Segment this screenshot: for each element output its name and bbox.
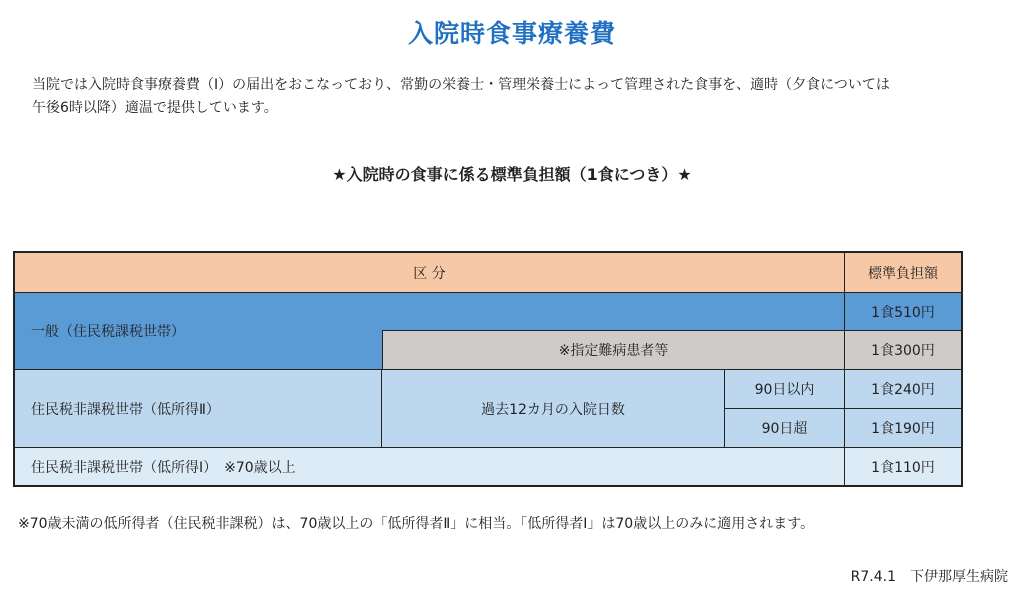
within-90-days-label: 90日以内: [725, 370, 845, 409]
over-90-days-amount: 1食190円: [845, 409, 961, 448]
intro-line-1: 当院では入院時食事療養費（Ⅰ）の届出をおこなっており、常勤の栄養士・管理栄養士によって管理された食事を、適時（夕食については: [32, 77, 890, 93]
cost-table: [13, 251, 963, 487]
header-amount: 標準負担額: [845, 253, 961, 293]
general-span-fill: [382, 293, 845, 330]
within-90-days-amount: 1食240円: [845, 370, 961, 409]
revision-date-hospital: R7.4.1 下伊那厚生病院: [850, 569, 1008, 585]
footnote: ※70歳未満の低所得者（住民税非課税）は、70歳以上の「低所得者Ⅱ」に相当。「低所得者Ⅰ」は70歳以上のみに適用されます。: [18, 516, 815, 532]
general-amount: 1食510円: [845, 293, 961, 331]
page-title: 入院時食事療養費: [407, 19, 616, 48]
low-income-2-label: 住民税非課税世帯（低所得Ⅱ）: [15, 370, 382, 448]
low-income-2-days-label: 過去12カ月の入院日数: [382, 370, 725, 448]
intractable-amount: 1食300円: [845, 331, 961, 370]
low-income-1-label: 住民税非課税世帯（低所得Ⅰ） ※70歳以上: [15, 448, 845, 485]
table-heading: ★入院時の食事に係る標準負担額（1食につき）★: [332, 165, 692, 184]
general-label: 一般（住民税課税世帯）: [15, 293, 382, 370]
over-90-days-label: 90日超: [725, 409, 845, 448]
low-income-1-amount: 1食110円: [845, 448, 961, 485]
intractable-label: ※指定難病患者等: [382, 330, 845, 370]
intro-text: [32, 74, 992, 120]
intro-line-2: 午後6時以降）適温で提供しています。: [32, 100, 278, 116]
header-category: 区 分: [15, 253, 845, 293]
